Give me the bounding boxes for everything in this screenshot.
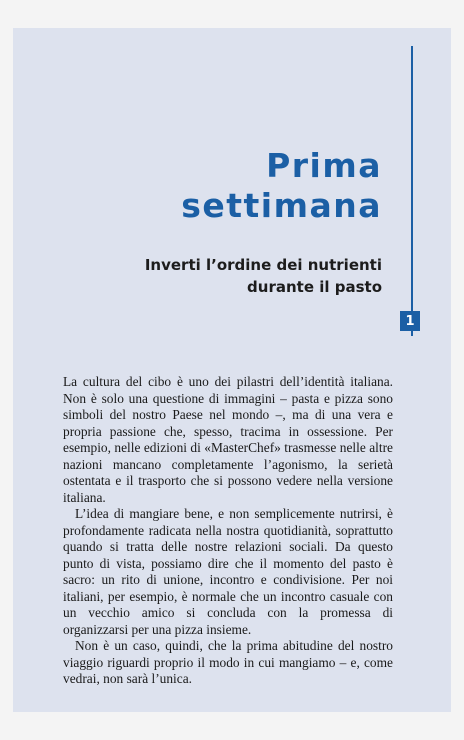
chapter-title-line-2: settimana	[181, 186, 382, 225]
paragraph-2: L’idea di mangiare bene, e non semplicemente nutrirsi, è profondamente radicata nella nostra quotidianità, soprattutto quando si tratta delle nostre relazioni sociali. Da questo punto di vista, possiamo dire che il momento del pasto è sacro: un rito di unione, incontro e condivisione. Per noi italiani, per esempio, è normale che un incontro casuale con un vecchio amico si concluda con la promessa di organizzarsi per una pizza insieme.	[63, 506, 393, 637]
body-text	[63, 374, 393, 688]
chapter-title	[181, 146, 382, 226]
chapter-subtitle-line-2: durante il pasto	[247, 278, 382, 296]
paragraph-1: La cultura del cibo è uno dei pilastri dell’identità italiana. Non è solo una questione di immagini – pasta e pizza sono simboli del nostro Paese nel mondo –, ma di una vera e propria passione che, spesso, tracima in ossessione. Per esempio, nelle edizioni di «MasterChef» trasmesse nelle altre nazioni mancano completamente l’agonismo, la serietà ostentata e il trasporto che si possono vedere nella versione italiana.	[63, 374, 393, 505]
paragraph-3: Non è un caso, quindi, che la prima abitudine del nostro viaggio riguardi proprio il modo in cui mangiamo – e, come vedrai, non sarà l’unica.	[63, 638, 393, 686]
book-page	[13, 28, 451, 712]
chapter-vertical-rule	[411, 46, 413, 336]
chapter-number-badge: 1	[400, 311, 420, 331]
chapter-title-line-1: Prima	[266, 146, 382, 185]
chapter-subtitle-line-1: Inverti l’ordine dei nutrienti	[144, 256, 382, 274]
chapter-subtitle	[145, 254, 382, 298]
